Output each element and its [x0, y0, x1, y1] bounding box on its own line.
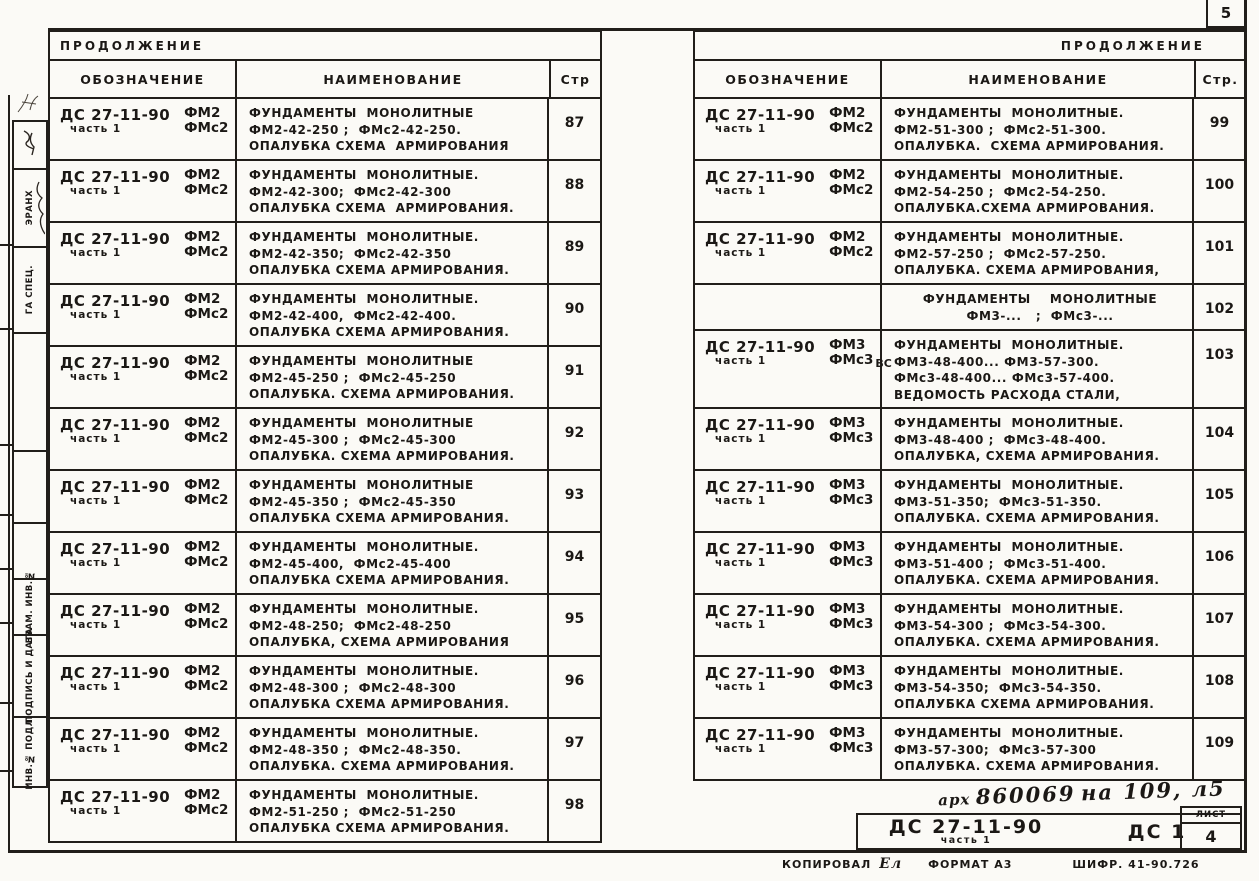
table-row	[50, 531, 600, 593]
table-row	[695, 655, 1245, 717]
stamp-doc-number: ДС 27-11-90	[888, 815, 1044, 838]
designation-block	[705, 664, 815, 693]
designation-block	[60, 726, 170, 755]
doc-part: часть 1	[715, 681, 767, 693]
border-tick	[0, 622, 12, 624]
page-number: 105	[1192, 471, 1245, 531]
doc-part: часть 1	[70, 619, 122, 631]
page-number: 99	[1192, 99, 1245, 159]
table-row	[50, 469, 600, 531]
name-cell: ФУНДАМЕНТЫ МОНОЛИТНЫЕ. ФМ2-42-400, ФМс2-42-400. ОПАЛУБКА СХЕМА АРМИРОВАНИЯ.	[235, 285, 547, 345]
doc-number: ДС 27-11-90	[60, 292, 171, 310]
name-cell: ФУНДАМЕНТЫ МОНОЛИТНЫЕ. ФМ2-57-250 ; ФМс2-57-250. ОПАЛУБКА. СХЕМА АРМИРОВАНИЯ,	[880, 223, 1192, 283]
pencil-scribble	[14, 88, 44, 118]
designation-block	[60, 602, 170, 631]
cipher-label: ШИФР. 41-90.726	[1072, 858, 1200, 871]
table-row	[50, 283, 600, 345]
designation-block	[705, 106, 815, 135]
name-cell: ФУНДАМЕНТЫ МОНОЛИТНЫЕ. ФМ3-51-400 ; ФМс3-51-400. ОПАЛУБКА. СХЕМА АРМИРОВАНИЯ.	[880, 533, 1192, 593]
format-label: ФОРМАТ А3	[928, 858, 1013, 871]
name-cell: ФУНДАМЕНТЫ МОНОЛИТНЫЕ ФМ3-... ; ФМс3-...	[880, 285, 1192, 329]
name-cell: ФУНДАМЕНТЫ МОНОЛИТНЫЕ. ФМ2-42-300; ФМс2-42-300 ОПАЛУБКА СХЕМА АРМИРОВАНИЯ.	[235, 161, 547, 221]
doc-number: ДС 27-11-90	[60, 478, 171, 496]
designation-cell	[50, 781, 235, 841]
page-number: 96	[547, 657, 600, 717]
approval-cell	[14, 168, 46, 246]
name-cell: ФУНДАМЕНТЫ МОНОЛИТНЫЕ ФМ2-45-300 ; ФМс2-45-300 ОПАЛУБКА. СХЕМА АРМИРОВАНИЯ.	[235, 409, 547, 469]
table-row	[50, 407, 600, 469]
doc-number: ДС 27-11-90	[60, 354, 171, 372]
border-tick	[0, 514, 12, 516]
name-cell: ФУНДАМЕНТЫ МОНОЛИТНЫЕ. ФМ2-45-400, ФМс2-45-400 ОПАЛУБКА СХЕМА АРМИРОВАНИЯ.	[235, 533, 547, 593]
table-row	[695, 407, 1245, 469]
doc-part: часть 1	[715, 433, 767, 445]
doc-part: часть 1	[715, 355, 767, 367]
sheet-number-box	[1180, 806, 1242, 850]
designation-header: ОБОЗНАЧЕНИЕ	[725, 71, 850, 87]
foundation-marks: ФМ3 ФМс3	[829, 477, 874, 508]
page-number: 90	[547, 285, 600, 345]
approval-label: ЭРАНХ	[25, 190, 35, 226]
vzam-inv-cell	[14, 570, 46, 644]
foundation-marks: ФМ3 ФМс3	[829, 415, 874, 446]
designation-cell	[50, 719, 235, 779]
foundation-marks: ФМ2 ФМс2	[184, 291, 229, 322]
designation-block	[705, 168, 815, 197]
designation-cell	[50, 533, 235, 593]
page-header: Стр.	[1194, 61, 1245, 97]
page-number: 88	[547, 161, 600, 221]
designation-cell	[50, 347, 235, 407]
left-frame-line	[8, 95, 10, 852]
table-row	[50, 593, 600, 655]
designation-cell	[695, 285, 880, 329]
doc-number: ДС 27-11-90	[705, 416, 816, 434]
page-number: 92	[547, 409, 600, 469]
name-cell: ФУНДАМЕНТЫ МОНОЛИТНЫЕ. ФМ2-51-300 ; ФМс2-51-300. ОПАЛУБКА. СХЕМА АРМИРОВАНИЯ.	[880, 99, 1192, 159]
page-number: 100	[1192, 161, 1245, 221]
signature-mark	[33, 178, 45, 238]
page-number: 98	[547, 781, 600, 841]
border-tick	[0, 702, 12, 704]
table-row	[695, 593, 1245, 655]
designation-cell	[50, 161, 235, 221]
table-row	[695, 531, 1245, 593]
border-tick	[0, 328, 12, 330]
foundation-marks: ФМ3 ФМс3	[829, 539, 874, 570]
doc-number: ДС 27-11-90	[705, 540, 816, 558]
doc-number: ДС 27-11-90	[705, 726, 816, 744]
doc-number: ДС 27-11-90	[60, 168, 171, 186]
doc-part: часть 1	[715, 123, 767, 135]
doc-part: часть 1	[70, 805, 122, 817]
sheet-label: ЛИСТ	[1182, 808, 1240, 824]
page-number: 89	[547, 223, 600, 283]
designation-block	[60, 230, 170, 259]
foundation-marks: ФМ3 ФМс3 $_{ВС}$	[829, 337, 892, 370]
table-row	[695, 97, 1245, 159]
continuation-label: ПРОДОЛЖЕНИЕ	[60, 38, 205, 53]
designation-cell	[50, 223, 235, 283]
page-number: 102	[1192, 285, 1245, 329]
foundation-marks: ФМ2 ФМс2	[184, 725, 229, 756]
name-header: НАИМЕНОВАНИЕ	[880, 61, 1194, 97]
foundation-marks: ФМ3 ФМс3	[829, 601, 874, 632]
designation-cell	[695, 595, 880, 655]
foundation-marks: ФМ2 ФМс2	[184, 787, 229, 818]
page-number: 87	[547, 99, 600, 159]
stamp-code: ДС 1	[1127, 820, 1187, 843]
copied-label: КОПИРОВАЛ	[782, 858, 872, 871]
page-number: 97	[547, 719, 600, 779]
doc-number: ДС 27-11-90	[705, 478, 816, 496]
designation-cell	[695, 719, 880, 779]
archive-suffix: на 109, л5	[1080, 775, 1227, 806]
foundation-marks: ФМ2 ФМс2	[829, 167, 874, 198]
table-rows	[50, 97, 600, 841]
designation-block	[60, 540, 170, 569]
drawing-border-strip	[12, 120, 48, 788]
designation-cell	[695, 533, 880, 593]
designation-block	[705, 416, 815, 445]
page-number: 108	[1192, 657, 1245, 717]
table-row	[50, 345, 600, 407]
doc-part: часть 1	[715, 557, 767, 569]
border-tick	[0, 444, 12, 446]
foundation-marks: ФМ2 ФМс2	[184, 415, 229, 446]
page-number: 101	[1192, 223, 1245, 283]
name-cell: ФУНДАМЕНТЫ МОНОЛИТНЫЕ ФМ2-45-250 ; ФМс2-45-250 ОПАЛУБКА. СХЕМА АРМИРОВАНИЯ.	[235, 347, 547, 407]
designation-cell	[695, 471, 880, 531]
designation-cell	[50, 595, 235, 655]
doc-number: ДС 27-11-90	[60, 664, 171, 682]
designation-header: ОБОЗНАЧЕНИЕ	[80, 71, 205, 87]
name-cell: ФУНДАМЕНТЫ МОНОЛИТНЫЕ. ФМ2-48-300 ; ФМс2-48-300 ОПАЛУБКА СХЕМА АРМИРОВАНИЯ.	[235, 657, 547, 717]
doc-part: часть 1	[70, 743, 122, 755]
page-number: 104	[1192, 409, 1245, 469]
stamp-doc-part: часть 1	[940, 834, 992, 846]
designation-cell	[695, 331, 892, 407]
foundation-marks: ФМ3 ФМс3	[829, 725, 874, 756]
table-row	[50, 779, 600, 841]
name-cell: ФУНДАМЕНТЫ МОНОЛИТНЫЕ ФМ2-45-350 ; ФМс2-45-350 ОПАЛУБКА СХЕМА АРМИРОВАНИЯ.	[235, 471, 547, 531]
name-cell: ФУНДАМЕНТЫ МОНОЛИТНЫЕ. ФМ2-54-250 ; ФМс2-54-250. ОПАЛУБКА.СХЕМА АРМИРОВАНИЯ.	[880, 161, 1192, 221]
doc-part: часть 1	[70, 495, 122, 507]
table-header	[50, 59, 600, 97]
name-cell: ФУНДАМЕНТЫ МОНОЛИТНЫЕ. ФМ2-48-250; ФМс2-48-250 ОПАЛУБКА, СХЕМА АРМИРОВАНИЯ	[235, 595, 547, 655]
sheet-corner-number: 5	[1206, 0, 1246, 28]
designation-cell	[695, 161, 880, 221]
designation-block	[60, 478, 170, 507]
designation-block	[705, 230, 815, 259]
doc-part: часть 1	[70, 247, 122, 259]
name-cell: ФУНДАМЕНТЫ МОНОЛИТНЫЕ. ФМ3-54-350; ФМс3-54-350. ОПАЛУБКА СХЕМА АРМИРОВАНИЯ.	[880, 657, 1192, 717]
table-row	[50, 221, 600, 283]
page-number: 94	[547, 533, 600, 593]
doc-number: ДС 27-11-90	[705, 230, 816, 248]
doc-number: ДС 27-11-90	[705, 338, 816, 356]
doc-part: часть 1	[715, 495, 767, 507]
doc-part: часть 1	[70, 123, 122, 135]
foundation-marks: ФМ2 ФМс2	[184, 539, 229, 570]
copied-signature: Ел	[879, 856, 903, 872]
table-row	[50, 159, 600, 221]
designation-block	[705, 338, 815, 367]
podpis-data-label: ПОДПИСЬ И ДАТА	[25, 628, 35, 724]
designation-cell	[695, 409, 880, 469]
index-table-left	[48, 30, 602, 843]
table-row	[695, 283, 1245, 329]
doc-number: ДС 27-11-90	[60, 230, 171, 248]
doc-number: ДС 27-11-90	[705, 664, 816, 682]
table-row	[50, 97, 600, 159]
border-tick	[0, 568, 12, 570]
page-number: 107	[1192, 595, 1245, 655]
page-number: 106	[1192, 533, 1245, 593]
doc-part: часть 1	[70, 681, 122, 693]
doc-part: часть 1	[70, 185, 122, 197]
designation-cell	[695, 99, 880, 159]
name-cell: ФУНДАМЕНТЫ МОНОЛИТНЫЕ. ФМ2-51-250 ; ФМс2-51-250 ОПАЛУБКА СХЕМА АРМИРОВАНИЯ.	[235, 781, 547, 841]
inv-podl-cell	[14, 714, 46, 790]
foundation-marks: ФМ2 ФМс2	[184, 353, 229, 384]
table-row	[695, 159, 1245, 221]
doc-number: ДС 27-11-90	[60, 416, 171, 434]
doc-number: ДС 27-11-90	[60, 602, 171, 620]
doc-part: часть 1	[715, 743, 767, 755]
doc-part: часть 1	[70, 557, 122, 569]
page-header: Стр	[549, 61, 600, 97]
doc-number: ДС 27-11-90	[705, 106, 816, 124]
designation-block	[705, 478, 815, 507]
table-rows	[695, 97, 1245, 779]
table-row	[50, 655, 600, 717]
table-row	[695, 469, 1245, 531]
empty-border-cell	[14, 332, 46, 450]
table-row	[695, 329, 1245, 407]
foundation-marks: ФМ2 ФМс2	[829, 229, 874, 260]
designation-cell	[50, 409, 235, 469]
doc-part: часть 1	[70, 309, 122, 321]
name-cell: ФУНДАМЕНТЫ МОНОЛИТНЫЕ ФМ2-42-250 ; ФМс2-42-250. ОПАЛУБКА СХЕМА АРМИРОВАНИЯ	[235, 99, 547, 159]
designation-cell	[695, 223, 880, 283]
table-row	[695, 717, 1245, 779]
foundation-marks: ФМ2 ФМс2	[829, 105, 874, 136]
designation-block	[705, 540, 815, 569]
designation-cell	[50, 285, 235, 345]
page-number: 103	[1192, 331, 1245, 407]
designation-block	[705, 602, 815, 631]
footer-row	[782, 856, 1252, 872]
stamp-doc-cell	[858, 815, 1074, 848]
doc-number: ДС 27-11-90	[60, 788, 171, 806]
name-cell: ФУНДАМЕНТЫ МОНОЛИТНЫЕ. ФМ2-42-350; ФМс2-42-350 ОПАЛУБКА СХЕМА АРМИРОВАНИЯ.	[235, 223, 547, 283]
page-number: 109	[1192, 719, 1245, 779]
designation-block	[60, 106, 170, 135]
approval-cell	[14, 246, 46, 332]
name-cell: ФУНДАМЕНТЫ МОНОЛИТНЫЕ. ФМ2-48-350 ; ФМс2-48-350. ОПАЛУБКА. СХЕМА АРМИРОВАНИЯ.	[235, 719, 547, 779]
foundation-marks: ФМ3 ФМс3	[829, 663, 874, 694]
name-header: НАИМЕНОВАНИЕ	[235, 61, 549, 97]
table-row	[50, 717, 600, 779]
name-cell: ФУНДАМЕНТЫ МОНОЛИТНЫЕ. ФМ3-57-300; ФМс3-57-300 ОПАЛУБКА. СХЕМА АРМИРОВАНИЯ.	[880, 719, 1192, 779]
page-number: 95	[547, 595, 600, 655]
table-row	[695, 221, 1245, 283]
border-tick	[0, 770, 12, 772]
name-cell: ФУНДАМЕНТЫ МОНОЛИТНЫЕ. ФМ3-51-350; ФМс3-51-350. ОПАЛУБКА. СХЕМА АРМИРОВАНИЯ.	[880, 471, 1192, 531]
sheet-number: 4	[1205, 826, 1217, 846]
doc-number: ДС 27-11-90	[60, 540, 171, 558]
page-number: 91	[547, 347, 600, 407]
foundation-marks: ФМ2 ФМс2	[184, 167, 229, 198]
foundation-marks: ФМ2 ФМс2	[184, 229, 229, 260]
foundation-marks: ФМ2 ФМс2	[184, 477, 229, 508]
designation-block	[60, 354, 170, 383]
continuation-label: ПРОДОЛЖЕНИЕ	[1060, 38, 1205, 53]
designation-block	[60, 168, 170, 197]
designation-block	[60, 292, 170, 321]
empty-border-cell	[14, 450, 46, 522]
doc-number: ДС 27-11-90	[60, 106, 171, 124]
doc-part: часть 1	[70, 371, 122, 383]
doc-number: ДС 27-11-90	[705, 602, 816, 620]
handwritten-note: ВС	[875, 357, 892, 370]
bottom-frame-line	[8, 850, 1247, 853]
table-header	[695, 59, 1245, 97]
designation-cell	[50, 657, 235, 717]
designation-block	[60, 416, 170, 445]
doc-part: часть 1	[715, 185, 767, 197]
podpis-data-cell	[14, 628, 46, 724]
border-tick	[0, 244, 12, 246]
doc-part: часть 1	[715, 619, 767, 631]
designation-block	[60, 788, 170, 817]
doc-part: часть 1	[70, 433, 122, 445]
doc-number: ДС 27-11-90	[60, 726, 171, 744]
name-cell: ФУНДАМЕНТЫ МОНОЛИТНЫЕ. ФМ3-54-300 ; ФМс3-54-300. ОПАЛУБКА. СХЕМА АРМИРОВАНИЯ.	[880, 595, 1192, 655]
designation-cell	[50, 99, 235, 159]
designation-block	[60, 664, 170, 693]
designation-block	[705, 726, 815, 755]
designation-cell	[695, 657, 880, 717]
name-cell: ФУНДАМЕНТЫ МОНОЛИТНЫЕ. ФМ3-48-400... ФМ3-57-300. ФМс3-48-400... ФМс3-57-400. ВЕДОМОСТЬ РАСХОДА СТАЛИ,	[880, 331, 1192, 407]
archive-number: 860069	[975, 780, 1076, 810]
foundation-marks: ФМ2 ФМс2	[184, 105, 229, 136]
signature-cell	[14, 122, 46, 168]
doc-part: часть 1	[715, 247, 767, 259]
vzam-inv-label: ВЗАМ. ИНВ.№	[25, 570, 35, 644]
name-cell: ФУНДАМЕНТЫ МОНОЛИТНЫЕ. ФМ3-48-400 ; ФМс3-48-400. ОПАЛУБКА, СХЕМА АРМИРОВАНИЯ.	[880, 409, 1192, 469]
approval-label: ГА СПЕЦ.	[25, 265, 35, 315]
signature-mark	[18, 127, 42, 163]
page-number: 93	[547, 471, 600, 531]
doc-number: ДС 27-11-90	[705, 168, 816, 186]
archive-prefix: арх	[937, 790, 971, 810]
designation-cell	[50, 471, 235, 531]
foundation-marks: ФМ2 ФМс2	[184, 663, 229, 694]
inv-podl-label: ИНВ.№ ПОДЛ.	[25, 714, 35, 790]
index-table-right	[693, 30, 1247, 781]
foundation-marks: ФМ2 ФМс2	[184, 601, 229, 632]
